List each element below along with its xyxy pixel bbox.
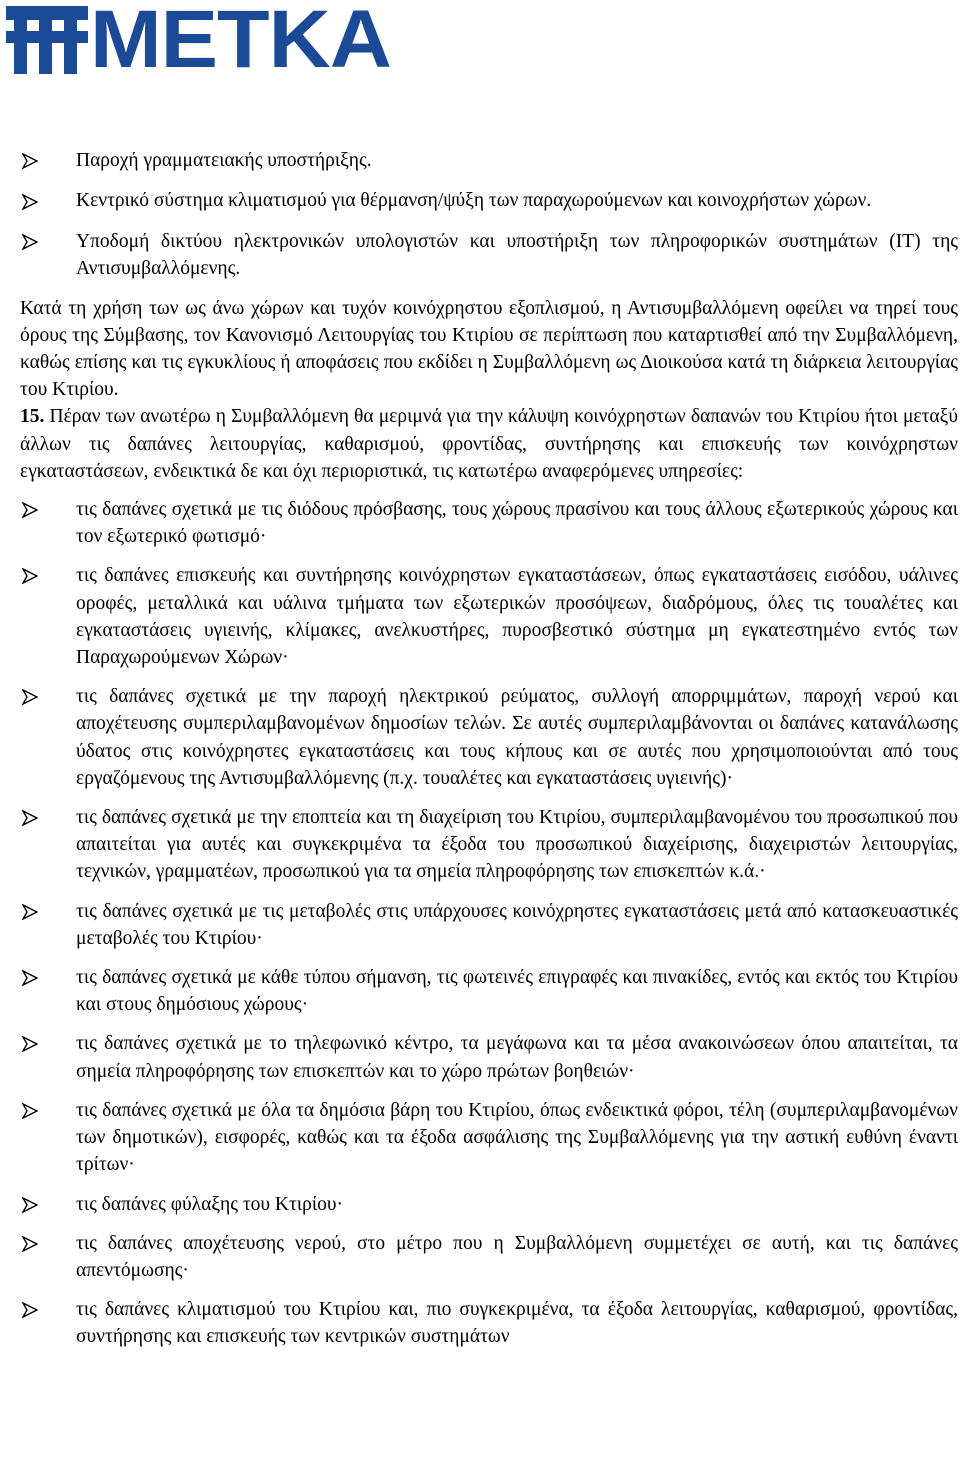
list-item-text: τις δαπάνες σχετικά με το τηλεφωνικό κέντρο, τα μεγάφωνα και τα μέσα ανακοινώσεων όπου απαιτείται, τα σημεία πληροφόρησης των επισκεπτών και το χώρο πρώτων βοηθειών·	[76, 1033, 958, 1082]
list-item-text: τις δαπάνες σχετικά με την εποπτεία και τη διαχείριση του Κτιρίου, συμπεριλαμβανομένου του προσωπικού που απαιτείται για αυτές και συγκεκριμένα τα έξοδα του προσωπικού διαχείρισης, διαχειριστών λειτουργίας, τεχνικών, γραμματέων, προσωπικού για τα σημεία πληροφόρησης των επισκεπτών κ.ά.·	[76, 807, 958, 883]
list-item	[20, 1097, 958, 1179]
arrow-bullet-icon	[22, 194, 38, 210]
list-item-text: τις δαπάνες σχετικά με την παροχή ηλεκτρικού ρεύματος, συλλογή απορριμμάτων, παροχή νερού και αποχέτευσης συμπεριλαμβανομένων δημοσίων τελών. Σε αυτές συμπεριλαμβάνονται οι δαπάνες κατανάλωσης ύδατος στις κοινόχρηστες εγκαταστάσεις και τους κήπους και σε αυτές που χρησιμοποιούνται από τους εργαζόμενους της Αντισυμβαλλόμενης (π.χ. τουαλέτες και εγκαταστάσεις υγιεινής)·	[76, 686, 958, 789]
document-body	[20, 147, 958, 1351]
arrow-bullet-icon	[22, 904, 38, 920]
arrow-bullet-icon	[22, 1036, 38, 1052]
list-item-text: τις δαπάνες σχετικά με τις διόδους πρόσβασης, τους χώρους πρασίνου και τους άλλους εξωτερικούς χώρους και τον εξωτερικό φωτισμό·	[76, 499, 958, 548]
arrow-bullet-icon	[22, 1103, 38, 1119]
list-item	[20, 964, 958, 1018]
costs-bullet-list	[20, 496, 958, 1350]
arrow-bullet-icon	[22, 1302, 38, 1318]
logo-wordmark: METKA	[90, 0, 391, 85]
list-item	[20, 496, 958, 550]
arrow-bullet-icon	[22, 810, 38, 826]
list-item-text: Παροχή γραμματειακής υποστήριξης.	[76, 150, 372, 171]
arrow-bullet-icon	[22, 1236, 38, 1252]
list-item	[20, 683, 958, 792]
list-item-text: Κεντρικό σύστημα κλιματισμού για θέρμανση/ψύξη των παραχωρούμενων και κοινοχρήστων χώρων.	[76, 190, 872, 212]
usage-paragraph: Κατά τη χρήση των ως άνω χώρων και τυχόν κοινόχρηστου εξοπλισμού, η Αντισυμβαλλόμενη οφείλει να τηρεί τους όρους της Σύμβασης, τον Κανονισμό Λειτουργίας του Κτιρίου σε περίπτωση που καταρτισθεί από την Συμβαλλόμενη, καθώς επίσης και τις εγκυκλίους ή αποφάσεις που εκδίδει η Συμβαλλόμενη ως Διοικούσα κατά τη διάρκεια λειτουργίας του Κτιρίου.	[20, 297, 958, 401]
list-item	[20, 1296, 958, 1350]
list-item	[20, 804, 958, 886]
list-item	[20, 562, 958, 671]
list-item-text: τις δαπάνες σχετικά με όλα τα δημόσια βάρη του Κτιρίου, όπως ενδεικτικά φόροι, τέλη (συμπεριλαμβανομένων των δημοτικών), εισφορές, καθώς και τα έξοδα ασφάλισης της Συμβαλλόμενης για την αστική ευθύνη έναντι τρίτων·	[76, 1099, 958, 1176]
company-logo	[6, 0, 391, 85]
list-item	[20, 1030, 958, 1084]
list-item-text: τις δαπάνες κλιματισμού του Κτιρίου και, πιο συγκεκριμένα, τα έξοδα λειτουργίας, καθαρισμού, φροντίδας, συντήρησης και επισκευής των κεντρικών συστημάτων	[76, 1299, 958, 1348]
arrow-bullet-icon	[22, 568, 38, 584]
list-item	[20, 1191, 958, 1218]
list-item	[20, 188, 958, 214]
metka-logo-mark-icon	[6, 6, 88, 74]
list-item	[20, 1230, 958, 1284]
list-item-text: τις δαπάνες σχετικά με τις μεταβολές στις υπάρχουσες κοινόχρηστες εγκαταστάσεις μετά από κατασκευαστικές μεταβολές του Κτιρίου·	[76, 900, 958, 949]
list-item-text: τις δαπάνες επισκευής και συντήρησης κοινόχρηστων εγκαταστάσεων, όπως εγκαταστάσεις εισόδου, υάλινες οροφές, μεταλλικά και υάλινα τμήματα των εξωτερικών προσόψεων, διαδρόμους, όλες τις τουαλέτες και εγκαταστάσεις υγιεινής, κλίμακες, ανελκυστήρες, πυροσβεστικό σύστημα μη εγκατεστημένο εντός των Παραχωρούμενων Χώρων·	[76, 565, 958, 669]
list-item	[20, 147, 958, 174]
arrow-bullet-icon	[22, 502, 38, 518]
services-bullet-list	[20, 147, 958, 283]
list-item-text: τις δαπάνες σχετικά με κάθε τύπου σήμανση, τις φωτεινές επιγραφές και πινακίδες, εντός και εκτός του Κτιρίου και στους δημόσιους χώρους·	[76, 967, 958, 1016]
list-item-text: τις δαπάνες αποχέτευσης νερού, στο μέτρο που η Συμβαλλόμενη συμμετέχει σε αυτή, και τις δαπάνες απεντόμωσης·	[76, 1232, 958, 1281]
arrow-bullet-icon	[22, 153, 38, 169]
section-15-text: Πέραν των ανωτέρω η Συμβαλλόμενη θα μεριμνά για την κάλυψη κοινόχρηστων δαπανών του Κτιρίου ήτοι μεταξύ άλλων τις δαπάνες λειτουργίας, καθαρισμού, φροντίδας, συντήρησης και επισκευής των κοινόχρηστων εγκαταστάσεων, ενδεικτικά δε και όχι περιοριστικά, τις κατωτέρω αναφερόμενες υπηρεσίες:	[20, 406, 958, 482]
arrow-bullet-icon	[22, 234, 38, 250]
arrow-bullet-icon	[22, 689, 38, 705]
arrow-bullet-icon	[22, 970, 38, 986]
section-number: 15.	[20, 406, 45, 428]
list-item-text: τις δαπάνες φύλαξης του Κτιρίου·	[76, 1193, 343, 1215]
list-item	[20, 228, 958, 282]
arrow-bullet-icon	[22, 1197, 38, 1213]
list-item	[20, 898, 958, 952]
list-item-text: Υποδομή δικτύου ηλεκτρονικών υπολογιστών και υποστήριξη των πληροφορικών συστημάτων (IT) της Αντισυμβαλλόμενης.	[76, 231, 958, 280]
section-15-paragraph	[20, 403, 958, 485]
